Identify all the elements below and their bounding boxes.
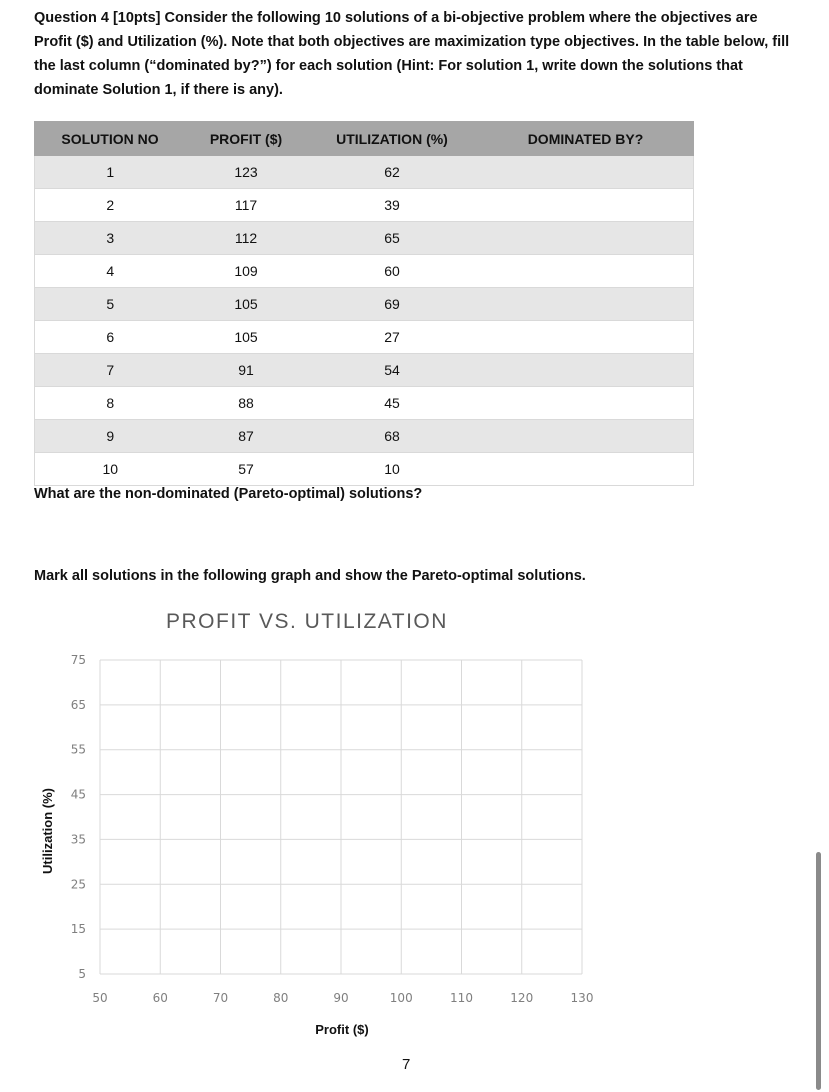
x-tick-label: 110 xyxy=(450,991,473,1005)
x-tick-label: 100 xyxy=(389,991,413,1005)
dominated-by-cell[interactable] xyxy=(478,156,694,189)
solutions-table xyxy=(34,121,694,486)
x-tick-label: 60 xyxy=(152,991,168,1005)
header-dominated-by: DOMINATED BY? xyxy=(478,122,694,156)
header-utilization: UTILIZATION (%) xyxy=(307,122,478,156)
dominated-by-cell[interactable] xyxy=(478,288,694,321)
profit-utilization-chart xyxy=(0,640,829,1050)
y-tick-label: 75 xyxy=(70,653,86,667)
y-axis-title: Utilization (%) xyxy=(40,788,55,874)
x-tick-label: 70 xyxy=(212,991,229,1005)
utilization-cell: 39 xyxy=(307,189,478,222)
solution-no-cell: 1 xyxy=(35,156,186,189)
utilization-cell: 65 xyxy=(307,222,478,255)
profit-cell: 91 xyxy=(186,354,307,387)
solution-no-cell: 8 xyxy=(35,387,186,420)
dominated-by-cell[interactable] xyxy=(478,321,694,354)
mark-instruction: Mark all solutions in the following graph and show the Pareto-optimal solutions. xyxy=(34,568,586,584)
header-solution-no: SOLUTION NO xyxy=(35,122,186,156)
chart-title: PROFIT VS. UTILIZATION xyxy=(166,610,448,633)
profit-cell: 109 xyxy=(186,255,307,288)
utilization-cell: 68 xyxy=(307,420,478,453)
solution-no-cell: 6 xyxy=(35,321,186,354)
dominated-by-cell[interactable] xyxy=(478,189,694,222)
table-header-row xyxy=(35,122,694,156)
x-tick-label: 120 xyxy=(510,991,534,1005)
utilization-cell: 69 xyxy=(307,288,478,321)
profit-cell: 87 xyxy=(186,420,307,453)
x-tick-label: 80 xyxy=(273,991,289,1005)
y-tick-label: 5 xyxy=(78,967,86,981)
dominated-by-cell[interactable] xyxy=(478,387,694,420)
header-profit: PROFIT ($) xyxy=(186,122,307,156)
utilization-cell: 60 xyxy=(307,255,478,288)
table-row xyxy=(35,255,694,288)
dominated-by-cell[interactable] xyxy=(478,453,694,486)
profit-cell: 117 xyxy=(186,189,307,222)
table-row xyxy=(35,354,694,387)
solution-no-cell: 2 xyxy=(35,189,186,222)
y-tick-label: 15 xyxy=(70,922,86,937)
x-tick-label: 130 xyxy=(570,991,594,1005)
dominated-by-cell[interactable] xyxy=(478,354,694,387)
table-row xyxy=(35,222,694,255)
solution-no-cell: 10 xyxy=(35,453,186,486)
table-row xyxy=(35,453,694,486)
pareto-question: What are the non-dominated (Pareto-optimal) solutions? xyxy=(34,486,423,502)
x-tick-label: 50 xyxy=(92,991,108,1005)
scrollbar[interactable] xyxy=(816,852,821,1090)
utilization-cell: 27 xyxy=(307,321,478,354)
utilization-cell: 45 xyxy=(307,387,478,420)
profit-cell: 105 xyxy=(186,288,307,321)
profit-cell: 88 xyxy=(186,387,307,420)
y-tick-label: 65 xyxy=(70,697,86,712)
profit-cell: 112 xyxy=(186,222,307,255)
y-tick-label: 55 xyxy=(70,742,86,757)
y-tick-label: 25 xyxy=(70,877,86,892)
dominated-by-cell[interactable] xyxy=(478,255,694,288)
profit-cell: 123 xyxy=(186,156,307,189)
utilization-cell: 10 xyxy=(307,453,478,486)
question-text: Question 4 [10pts] Consider the following 10 solutions of a bi-objective problem where the objectives are Profit ($) and Utilization (%). Note that both objectives are maximization type objectives. In the table below, fill the last column (“dominated by?”) for each solution (Hint: For solution 1, write down the solutions that dominate Solution 1, if there is any). xyxy=(34,10,790,98)
table-body xyxy=(35,156,694,486)
profit-cell: 57 xyxy=(186,453,307,486)
x-tick-label: 90 xyxy=(333,991,349,1005)
x-axis-title: Profit ($) xyxy=(315,1022,369,1037)
profit-cell: 105 xyxy=(186,321,307,354)
table-row xyxy=(35,156,694,189)
solution-no-cell: 5 xyxy=(35,288,186,321)
y-tick-label: 35 xyxy=(70,832,86,847)
page-number: 7 xyxy=(402,1056,411,1073)
solution-no-cell: 4 xyxy=(35,255,186,288)
y-tick-label: 45 xyxy=(70,787,86,802)
table-row xyxy=(35,288,694,321)
utilization-cell: 54 xyxy=(307,354,478,387)
solution-no-cell: 3 xyxy=(35,222,186,255)
solution-no-cell: 9 xyxy=(35,420,186,453)
table-row xyxy=(35,189,694,222)
table-row xyxy=(35,321,694,354)
table-row xyxy=(35,420,694,453)
dominated-by-cell[interactable] xyxy=(478,222,694,255)
dominated-by-cell[interactable] xyxy=(478,420,694,453)
utilization-cell: 62 xyxy=(307,156,478,189)
table-row xyxy=(35,387,694,420)
solution-no-cell: 7 xyxy=(35,354,186,387)
